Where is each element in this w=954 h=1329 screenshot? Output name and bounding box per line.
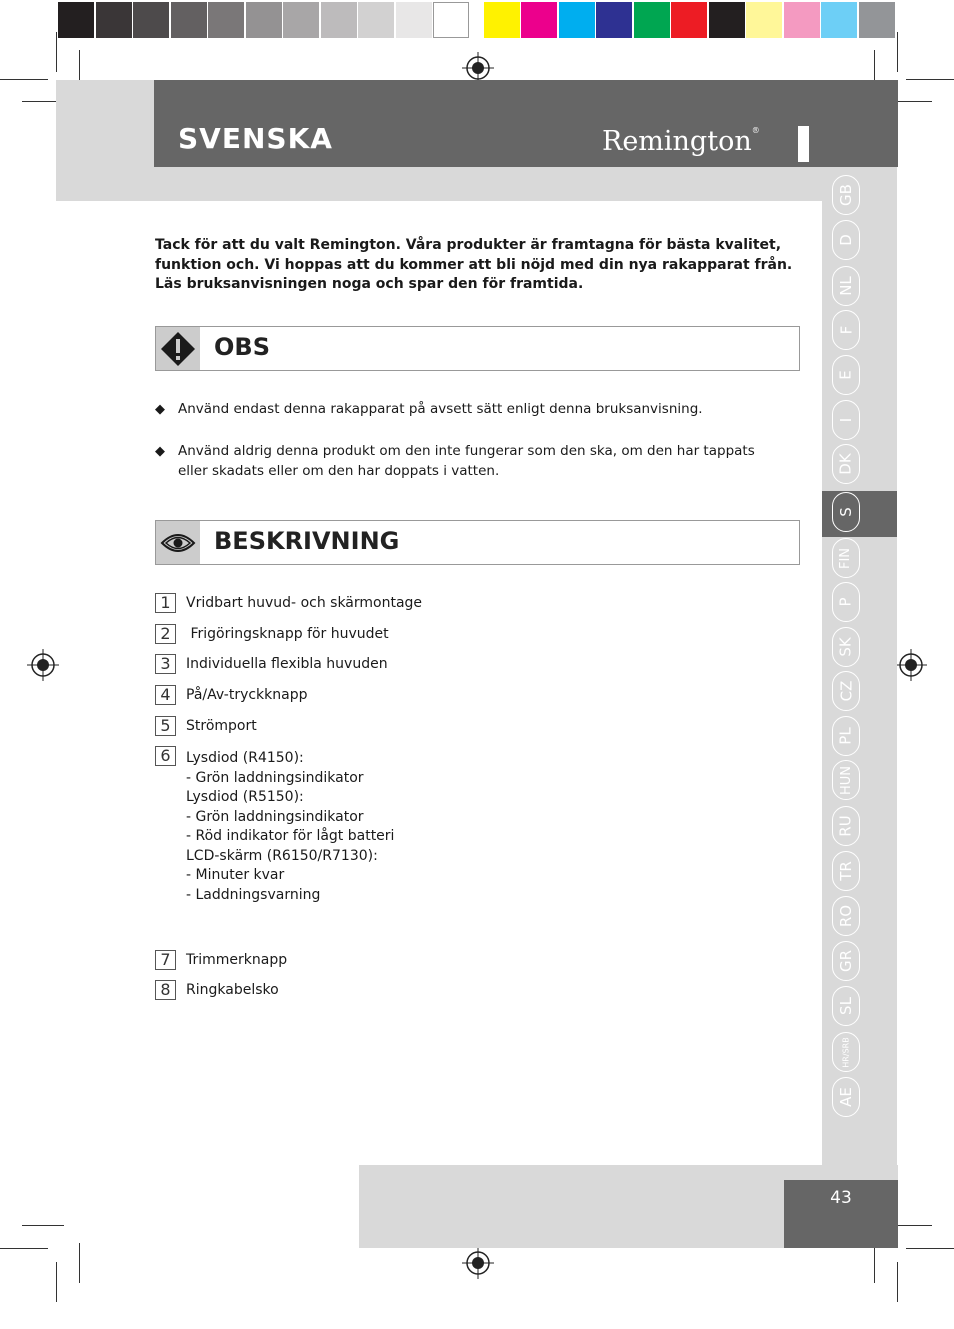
- brand-registered-mark: ®: [751, 126, 760, 135]
- color-swatch: [171, 2, 207, 38]
- brand-name: Remington: [602, 126, 752, 157]
- language-tab-nl[interactable]: [832, 266, 860, 306]
- language-tab-label: DK: [836, 453, 855, 475]
- language-tab-p[interactable]: [832, 582, 860, 622]
- crop-mark: [874, 1243, 875, 1283]
- crop-mark: [906, 79, 954, 80]
- section-beskrivning: [155, 520, 800, 565]
- language-tab-label: GR: [836, 949, 855, 973]
- crop-mark: [79, 1243, 80, 1283]
- color-swatch: [58, 2, 94, 38]
- language-tab-label: SK: [836, 637, 855, 657]
- language-tab-hr-srb[interactable]: [832, 1032, 860, 1072]
- color-swatch: [821, 2, 857, 38]
- language-tab-pl[interactable]: [832, 716, 860, 756]
- color-swatch: [96, 2, 132, 38]
- language-tab-label: S: [837, 507, 855, 517]
- section-title: OBS: [214, 333, 270, 361]
- language-tab-dk[interactable]: [832, 444, 860, 484]
- language-tab-i[interactable]: [832, 400, 860, 440]
- language-tab-sl[interactable]: [832, 986, 860, 1026]
- language-tab-label: E: [836, 370, 855, 380]
- crop-mark: [897, 32, 898, 72]
- color-swatch: [746, 2, 782, 38]
- color-swatch: [358, 2, 394, 38]
- color-swatch: [596, 2, 632, 38]
- language-tab-label: PL: [837, 727, 855, 745]
- color-swatch: [559, 2, 595, 38]
- list-item: Strömport: [186, 718, 257, 734]
- language-tab-label: I: [837, 417, 855, 423]
- language-tab-ae[interactable]: [832, 1077, 860, 1117]
- color-swatch: [784, 2, 820, 38]
- registration-mark: [25, 647, 61, 683]
- color-swatch: [671, 2, 707, 38]
- list-item: Frigöringsknapp för huvudet: [186, 626, 389, 642]
- page-frame: [154, 167, 822, 201]
- language-tab-tr[interactable]: [832, 851, 860, 891]
- language-tab-label: P: [836, 597, 855, 607]
- language-tab-ro[interactable]: [832, 896, 860, 936]
- registration-mark: [460, 1245, 496, 1281]
- section-title: BESKRIVNING: [214, 527, 400, 555]
- language-tab-cz[interactable]: [832, 671, 860, 711]
- page-number: 43: [830, 1188, 852, 1208]
- language-tab-label: CZ: [837, 680, 855, 702]
- color-swatch: [709, 2, 745, 38]
- brand-bar: [798, 126, 809, 162]
- item-number: 2: [155, 624, 176, 644]
- bullet-marker: ◆: [155, 444, 165, 459]
- intro-text: Tack för att du valt Remington. Våra produkter är framtagna för bästa kvalitet, funktion och. Vi hoppas att du kommer att bli nöjd med din nya rakapparat från. Läs bruksanvisningen noga och spar den för framtida.: [155, 237, 793, 292]
- language-tab-fin[interactable]: [832, 538, 860, 578]
- eye-icon: [156, 521, 200, 564]
- crop-mark: [22, 1225, 64, 1226]
- item-number: 4: [155, 685, 176, 705]
- page-frame: [56, 80, 154, 201]
- language-tab-ru[interactable]: [832, 806, 860, 846]
- color-swatch: [246, 2, 282, 38]
- color-swatch: [321, 2, 357, 38]
- language-tab-gb[interactable]: [832, 175, 860, 215]
- color-swatch: [634, 2, 670, 38]
- language-tab-label: HR/SRB: [841, 1036, 851, 1068]
- color-swatch: [521, 2, 557, 38]
- language-tab-d[interactable]: [832, 220, 860, 260]
- language-tab-e[interactable]: [832, 355, 860, 395]
- color-swatch: [133, 2, 169, 38]
- language-tab-label: F: [836, 325, 855, 335]
- crop-mark: [0, 1248, 48, 1249]
- item-number: 7: [155, 950, 176, 970]
- item-number: 1: [155, 593, 176, 613]
- language-tab-label: FIN: [838, 547, 854, 569]
- language-tab-label: TR: [837, 861, 855, 881]
- language-tab-label: RU: [837, 815, 855, 837]
- registration-mark: [893, 647, 929, 683]
- language-tab-label: AE: [837, 1087, 855, 1107]
- language-tab-label: GB: [836, 184, 855, 206]
- language-tab-sk[interactable]: [832, 627, 860, 667]
- crop-mark: [56, 1262, 57, 1302]
- item-number: 6: [155, 746, 176, 766]
- language-tab-label: RO: [836, 904, 855, 928]
- language-tab-label: SL: [836, 997, 855, 1015]
- list-item: Trimmerknapp: [186, 952, 288, 968]
- item-number: 8: [155, 980, 176, 1000]
- language-tab-gr[interactable]: [832, 941, 860, 981]
- language-tab-label: NL: [836, 276, 855, 296]
- list-item: Ringkabelsko: [186, 982, 279, 998]
- crop-mark: [0, 79, 48, 80]
- language-tab-hun[interactable]: [832, 760, 860, 800]
- color-swatch: [208, 2, 244, 38]
- crop-mark: [56, 32, 57, 72]
- list-item: Lysdiod (R4150): - Grön laddningsindikator Lysdiod (R5150): - Grön laddningsindikator - Röd indikator för lågt batteri LCD-skärm (R6150/R7130): - Minuter kvar - Laddningsvarning: [186, 750, 395, 903]
- section-obs: [155, 326, 800, 371]
- list-item: På/Av-tryckknapp: [186, 687, 308, 703]
- item-number: 3: [155, 654, 176, 674]
- color-swatch: [859, 2, 895, 38]
- list-item: Vridbart huvud- och skärmontage: [186, 595, 423, 611]
- color-swatch: [433, 2, 469, 38]
- bullet-marker: ◆: [155, 402, 165, 417]
- color-swatch: [396, 2, 432, 38]
- list-item: Individuella flexibla huvuden: [186, 656, 388, 672]
- language-tab-f[interactable]: [832, 310, 860, 350]
- language-tab-s[interactable]: [832, 492, 860, 532]
- page-title: SVENSKA: [178, 122, 333, 155]
- color-swatch: [283, 2, 319, 38]
- warning-icon: [156, 327, 200, 370]
- brand-logo: [602, 126, 760, 157]
- crop-mark: [897, 1262, 898, 1302]
- crop-mark: [906, 1248, 954, 1249]
- language-tab-label: D: [837, 234, 855, 246]
- language-tab-label: HUN: [838, 765, 854, 795]
- item-number: 5: [155, 716, 176, 736]
- color-swatch: [484, 2, 520, 38]
